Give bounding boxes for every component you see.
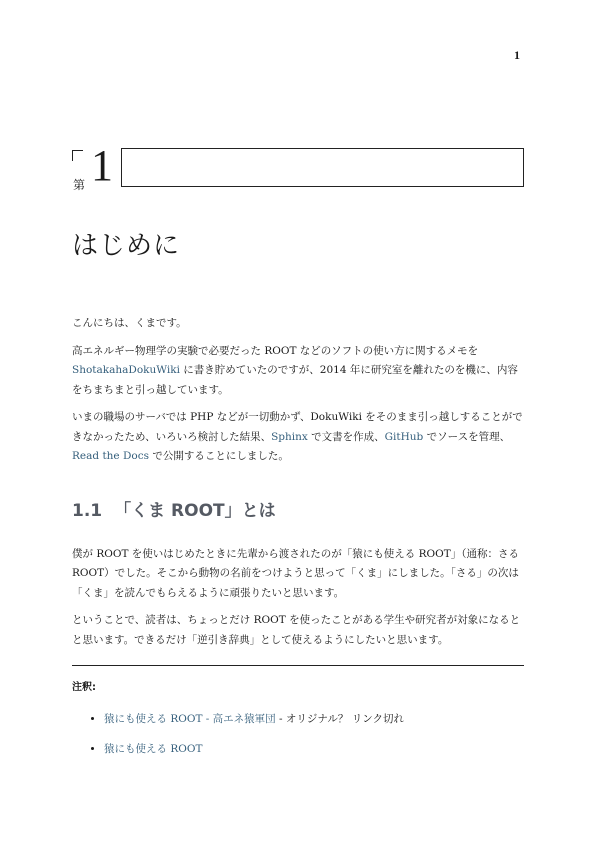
page-number: 1 bbox=[514, 48, 520, 62]
section-paragraph-1: 僕が ROOT を使いはじめたときに先輩から渡されたのが「猿にも使える ROOT」（通称：さる ROOT）でした。そこから動物の名前をつけようと思って「くま」にしました。「さる」の次は「くま」を読んでもらえるように頑張りたいと思います。 bbox=[72, 547, 520, 599]
footnote-item bbox=[104, 740, 524, 759]
intro-p3-text-3: でソースを管理、 bbox=[423, 430, 511, 443]
chapter-box bbox=[121, 148, 524, 187]
footnote-list bbox=[72, 710, 524, 759]
chapter-corner-mark bbox=[72, 150, 83, 161]
intro-paragraph-3 bbox=[72, 408, 524, 467]
section-title-text: 「くま ROOT」とは bbox=[114, 500, 276, 521]
section-number: 1.1 bbox=[72, 500, 103, 521]
intro-paragraph-1: こんにちは、くまです。 bbox=[72, 317, 187, 329]
sphinx-link[interactable]: Sphinx bbox=[271, 430, 308, 443]
chapter-number: 1 bbox=[91, 141, 113, 190]
footnotes-heading: 注釈: bbox=[72, 682, 96, 693]
chapter-title: はじめに bbox=[72, 231, 181, 261]
intro-paragraph-2 bbox=[72, 342, 524, 401]
main-content bbox=[72, 314, 524, 770]
chapter-prefix: 第 bbox=[73, 178, 86, 192]
intro-p3-text-4: で公開することにしました。 bbox=[148, 450, 289, 462]
footnote-suffix: - オリジナル？ リンク切れ bbox=[275, 712, 405, 725]
saru-root-kouene-link[interactable]: 猿にも使える ROOT - 高エネ猿軍団 bbox=[104, 712, 276, 725]
github-link[interactable]: GitHub bbox=[384, 430, 424, 443]
intro-p2-text-after: に書き貯めていたのですが、2014 年に研究室を離れたのを機に、内容をちまちまと引っ越しています。 bbox=[72, 364, 518, 396]
footnote-divider bbox=[72, 665, 524, 666]
intro-p2-text-before: 高エネルギー物理学の実験で必要だった ROOT などのソフトの使い方に関するメモを bbox=[72, 344, 479, 357]
intro-p3-text-2: で文書を作成、 bbox=[307, 430, 385, 443]
shotakaha-dokuwiki-link[interactable]: ShotakahaDokuWiki bbox=[72, 364, 180, 376]
intro-p3-text-1: いまの職場のサーバでは PHP などが一切動かず、DokuWiki をそのまま引っ越しすることができなかったため、いろいろ検討した結果、 bbox=[72, 411, 523, 443]
chapter-label bbox=[72, 141, 524, 192]
section-paragraph-2: ということで、読者は、ちょっとだけ ROOT を使ったことがある学生や研究者が対象になるとと思います。できるだけ「逆引き辞典」として使えるようにしたいと思います。 bbox=[72, 614, 521, 646]
section-heading bbox=[72, 499, 524, 523]
saru-root-link[interactable]: 猿にも使える ROOT bbox=[104, 742, 203, 755]
footnote-item bbox=[104, 710, 524, 729]
read-the-docs-link[interactable]: Read the Docs bbox=[72, 450, 149, 462]
